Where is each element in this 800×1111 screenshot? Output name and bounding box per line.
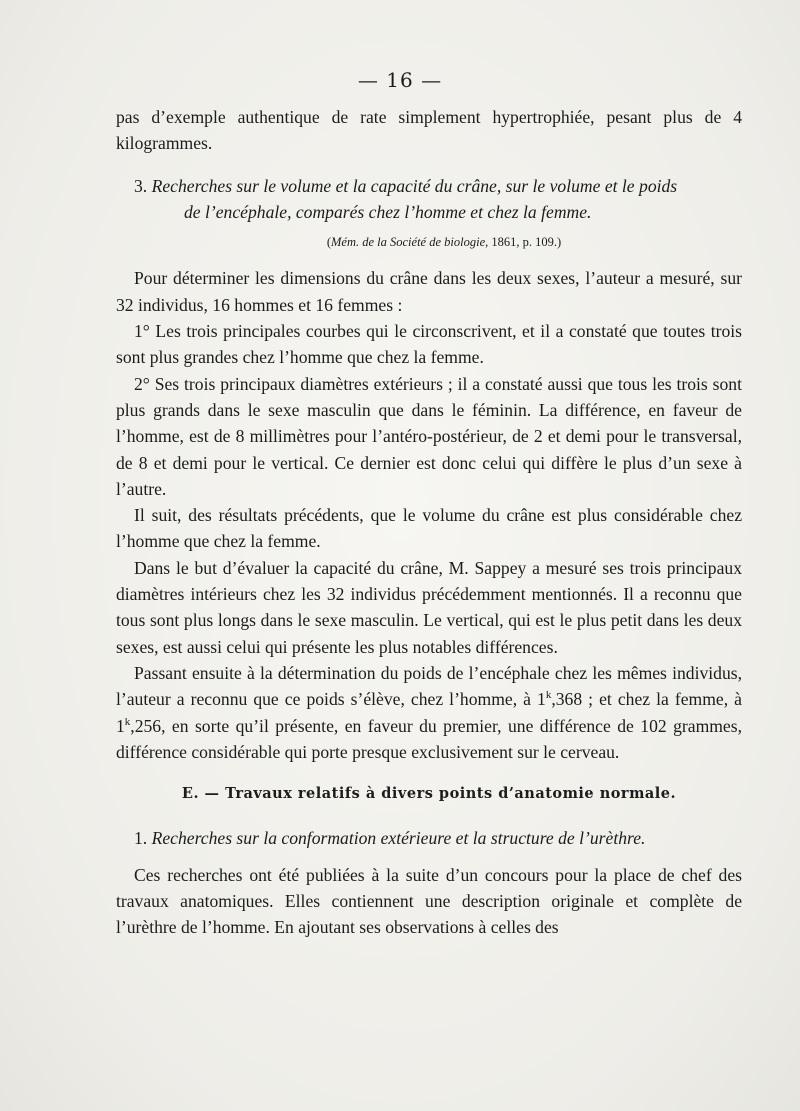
section-3-title: [116, 173, 742, 226]
paragraph-2: 1° Les trois principales courbes qui le circonscrivent, et il a constaté que toutes trois sont plus grandes chez l’homme que chez la femme.: [116, 321, 742, 368]
item-1-title: 1. Recherches sur la conformation extérieure et la structure de l’urèthre.: [134, 828, 646, 849]
paragraph-3: 2° Ses trois principaux diamètres extérieurs ; il a constaté aussi que tous les trois sont plus grands dans le sexe masculin que dans le féminin. La différence, en faveur de l’homme, est de 8 millimètres pour l’antéro-postérieur, de 2 et demi pour le transversal, de 8 et demi pour le vertical. Ce dernier est donc celui qui diffère le plus d’un sexe à l’autre.: [116, 373, 742, 499]
paragraph-5: Dans le but d’évaluer la capacité du crâne, M. Sappey a mesuré ses trois principaux diamètres intérieurs chez les 32 individus précédemment mentionnés. Il a reconnu que tous sont plus longs dans le sexe masculin. Le vertical, qui est le plus petit dans les deux sexes, est aussi celui qui présente les plus notables différences.: [116, 557, 742, 657]
section-3-reference: (Mém. de la Société de biologie, 1861, p. 109.): [326, 235, 562, 250]
section-3-number: 3.: [134, 175, 148, 196]
paragraph-4: Il suit, des résultats précédents, que le volume du crâne est plus considérable chez l’homme que chez la femme.: [116, 505, 742, 552]
paragraph-1: Pour déterminer les dimensions du crâne dans les deux sexes, l’auteur a mesuré, sur 32 individus, 16 hommes et 16 femmes :: [116, 268, 742, 315]
carryover-paragraph: pas d’exemple authentique de rate simplement hypertrophiée, pesant plus de 4 kilogrammes.: [116, 107, 742, 154]
page-body: [116, 104, 742, 941]
section-3-title-line1: Recherches sur le volume et la capacité du crâne, sur le volume et le poids: [151, 175, 678, 196]
section-e-heading: E. — Travaux relatifs à divers points d’anatomie normale.: [181, 785, 677, 803]
section-3-title-line2: de l’encéphale, comparés chez l’homme et chez la femme.: [184, 201, 592, 222]
final-paragraph: Ces recherches ont été publiées à la suite d’un concours pour la place de chef des travaux anatomiques. Elles contiennent une description originale et complète de l’urèthre de l’homme. En ajoutant ses observations à celles des: [116, 864, 742, 938]
page-number: — 16 —: [357, 68, 443, 92]
brain-weight-paragraph: Passant ensuite à la détermination du poids de l’encéphale chez les mêmes individus, l’auteur a reconnu que ce poids s’élève, chez l’homme, à 1$^k$,368 ; et chez la femme, à 1$^k$,256, en sorte qu’il présente, en faveur du premier, une différence de 102 grammes, différence considérable qui porte presque exclusivement sur le cerveau.: [116, 662, 742, 762]
reference-journal: Mém. de la Société de biologie: [331, 235, 486, 250]
item-1-title-text: Recherches sur la conformation extérieure et la structure de l’urèthre.: [151, 828, 646, 849]
